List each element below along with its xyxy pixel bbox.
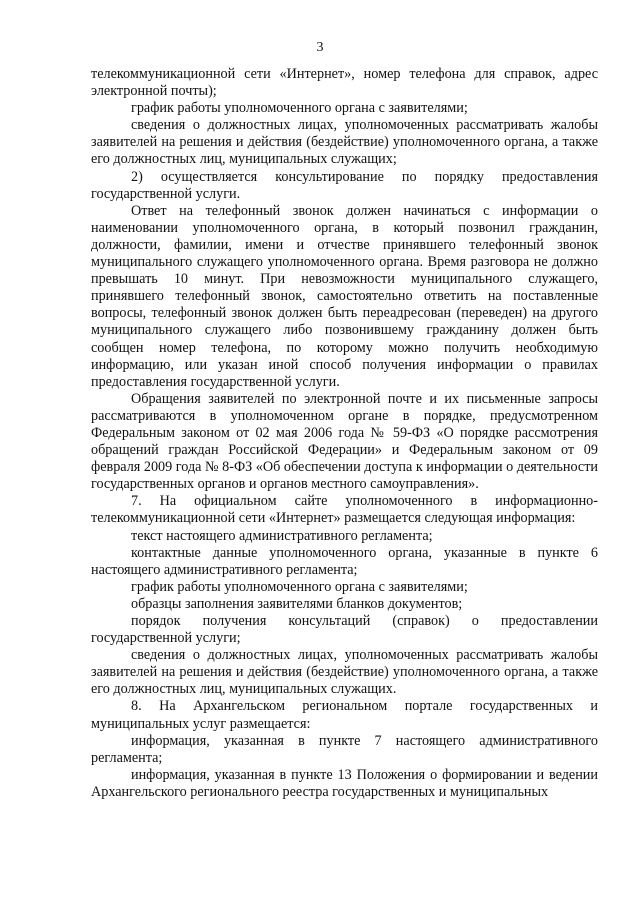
paragraph: 7. На официальном сайте уполномоченного в информационно-телекоммуникационной сети «Интернет» размещается следующая информация:: [91, 493, 598, 527]
paragraph: информация, указанная в пункте 7 настоящего административного регламента;: [91, 732, 598, 766]
paragraph: контактные данные уполномоченного органа, указанные в пункте 6 настоящего административного регламента;: [91, 544, 598, 578]
paragraph: 8. На Архангельском региональном портале государственных и муниципальных услуг размещается:: [91, 698, 598, 732]
page-number: 3: [316, 40, 324, 55]
paragraph: график работы уполномоченного органа с заявителями;: [131, 578, 468, 595]
paragraph: информация, указанная в пункте 13 Положения о формировании и ведении Архангельского регионального реестра государственных и муниципальных: [91, 766, 598, 800]
paragraph: сведения о должностных лицах, уполномоченных рассматривать жалобы заявителей на решения и действия (бездействие) уполномоченного органа, а также его должностных лиц, муниципальных служащих.: [91, 647, 598, 698]
paragraph: текст настоящего административного регламента;: [131, 527, 433, 544]
paragraph: Обращения заявителей по электронной почте и их письменные запросы рассматриваются в уполномоченном органе в порядке, предусмотренном Федеральным законом от 02 мая 2006 года № 59-ФЗ «О порядке рассмотрения обращений граждан Российской Федерации» и Федеральным законом от 09 февраля 2009 года № 8-ФЗ «Об обеспечении доступа к информации о деятельности государственных органов и органов местного самоуправления».: [91, 390, 598, 493]
paragraph: график работы уполномоченного органа с заявителями;: [131, 100, 468, 117]
paragraph: образцы заполнения заявителями бланков документов;: [131, 595, 463, 612]
paragraph: порядок получения консультаций (справок) о предоставлении государственной услуги;: [91, 613, 598, 647]
paragraph: Ответ на телефонный звонок должен начинаться с информации о наименовании уполномоченного органа, в который позвонил гражданин, должности, фамилии, имени и отчестве принявшего телефонный звонок муниципального служащего уполномоченного органа. Время разговора не должно превышать 10 минут. При невозможности муниципального служащего, принявшего телефонный звонок, самостоятельно ответить на поставленные вопросы, телефонный звонок должен быть переадресован (переведен) на другого муниципального служащего либо позвонившему гражданину должен быть сообщен номер телефона, по которому можно получить необходимую информацию, или указан иной способ получения информации о правилах предоставления государственной услуги.: [91, 202, 598, 390]
paragraph: сведения о должностных лицах, уполномоченных рассматривать жалобы заявителей на решения и действия (бездействие) уполномоченного органа, а также его должностных лиц, муниципальных служащих;: [91, 117, 598, 168]
body-text: [91, 66, 598, 801]
paragraph: телекоммуникационной сети «Интернет», номер телефона для справок, адрес электронной почты);: [91, 66, 598, 100]
paragraph: 2) осуществляется консультирование по порядку предоставления государственной услуги.: [91, 168, 598, 202]
